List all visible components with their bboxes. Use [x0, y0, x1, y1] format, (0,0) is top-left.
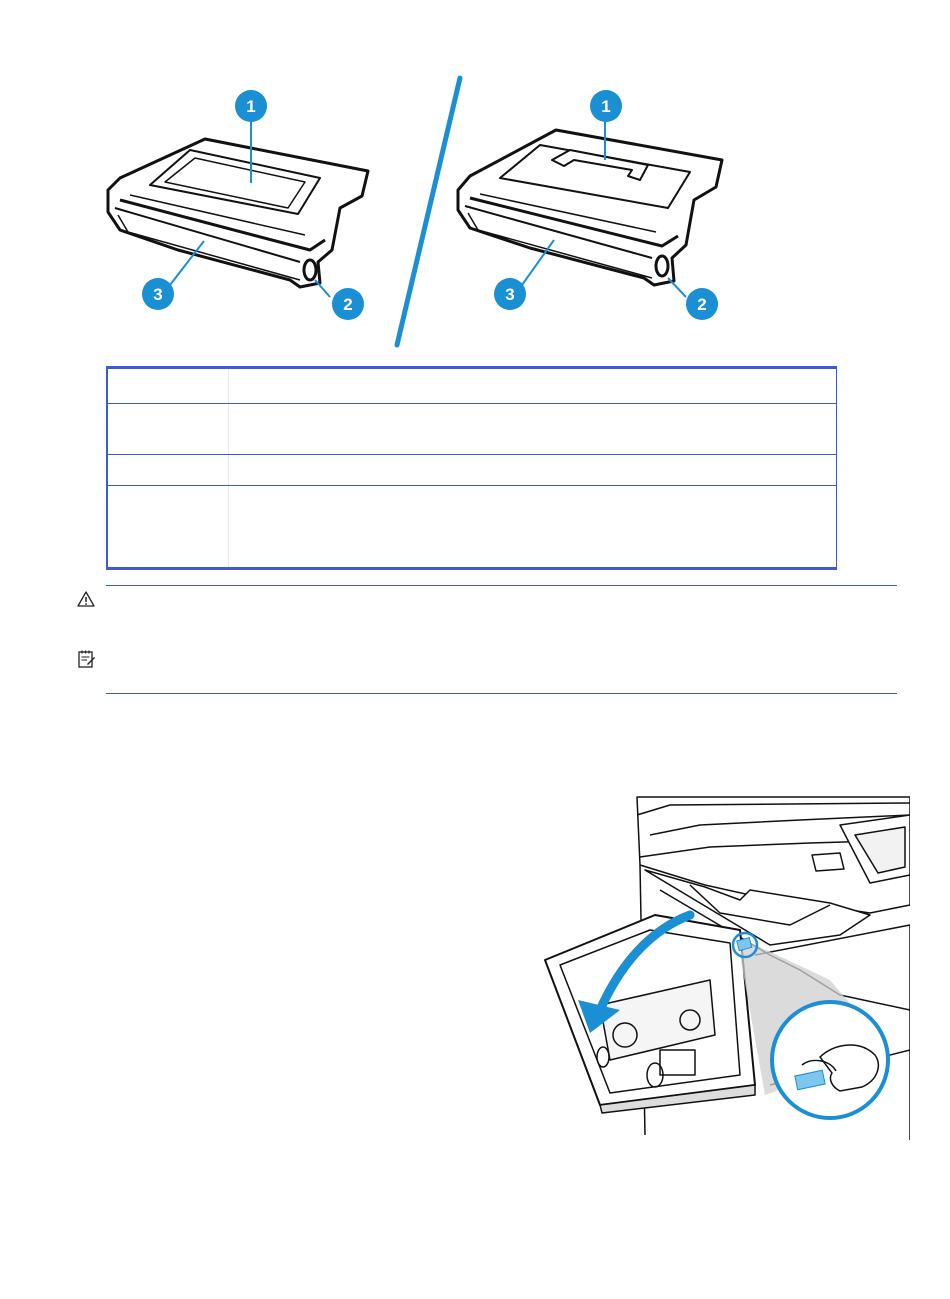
cartridge-right [458, 130, 722, 285]
parts-table [106, 366, 837, 570]
table-row [108, 403, 836, 455]
callout-3-left: 3 [153, 285, 163, 304]
note-pad-icon [76, 649, 96, 669]
notice-bottom-rule [106, 693, 897, 694]
figure-divider [397, 78, 460, 345]
callout-2-right: 2 [697, 295, 707, 314]
callout-3-right: 3 [505, 285, 515, 304]
table-row [108, 454, 836, 486]
callout-2-left: 2 [343, 295, 353, 314]
table-row [108, 369, 836, 404]
warning-triangle-icon [76, 589, 96, 609]
callout-1-right: 1 [601, 97, 611, 116]
cartridge-figure [0, 0, 950, 360]
callout-1-left: 1 [246, 97, 256, 116]
cartridge-left [108, 139, 368, 287]
table-row [108, 485, 836, 567]
printer-door-figure [540, 795, 910, 1140]
notice-top-rule [106, 585, 897, 586]
